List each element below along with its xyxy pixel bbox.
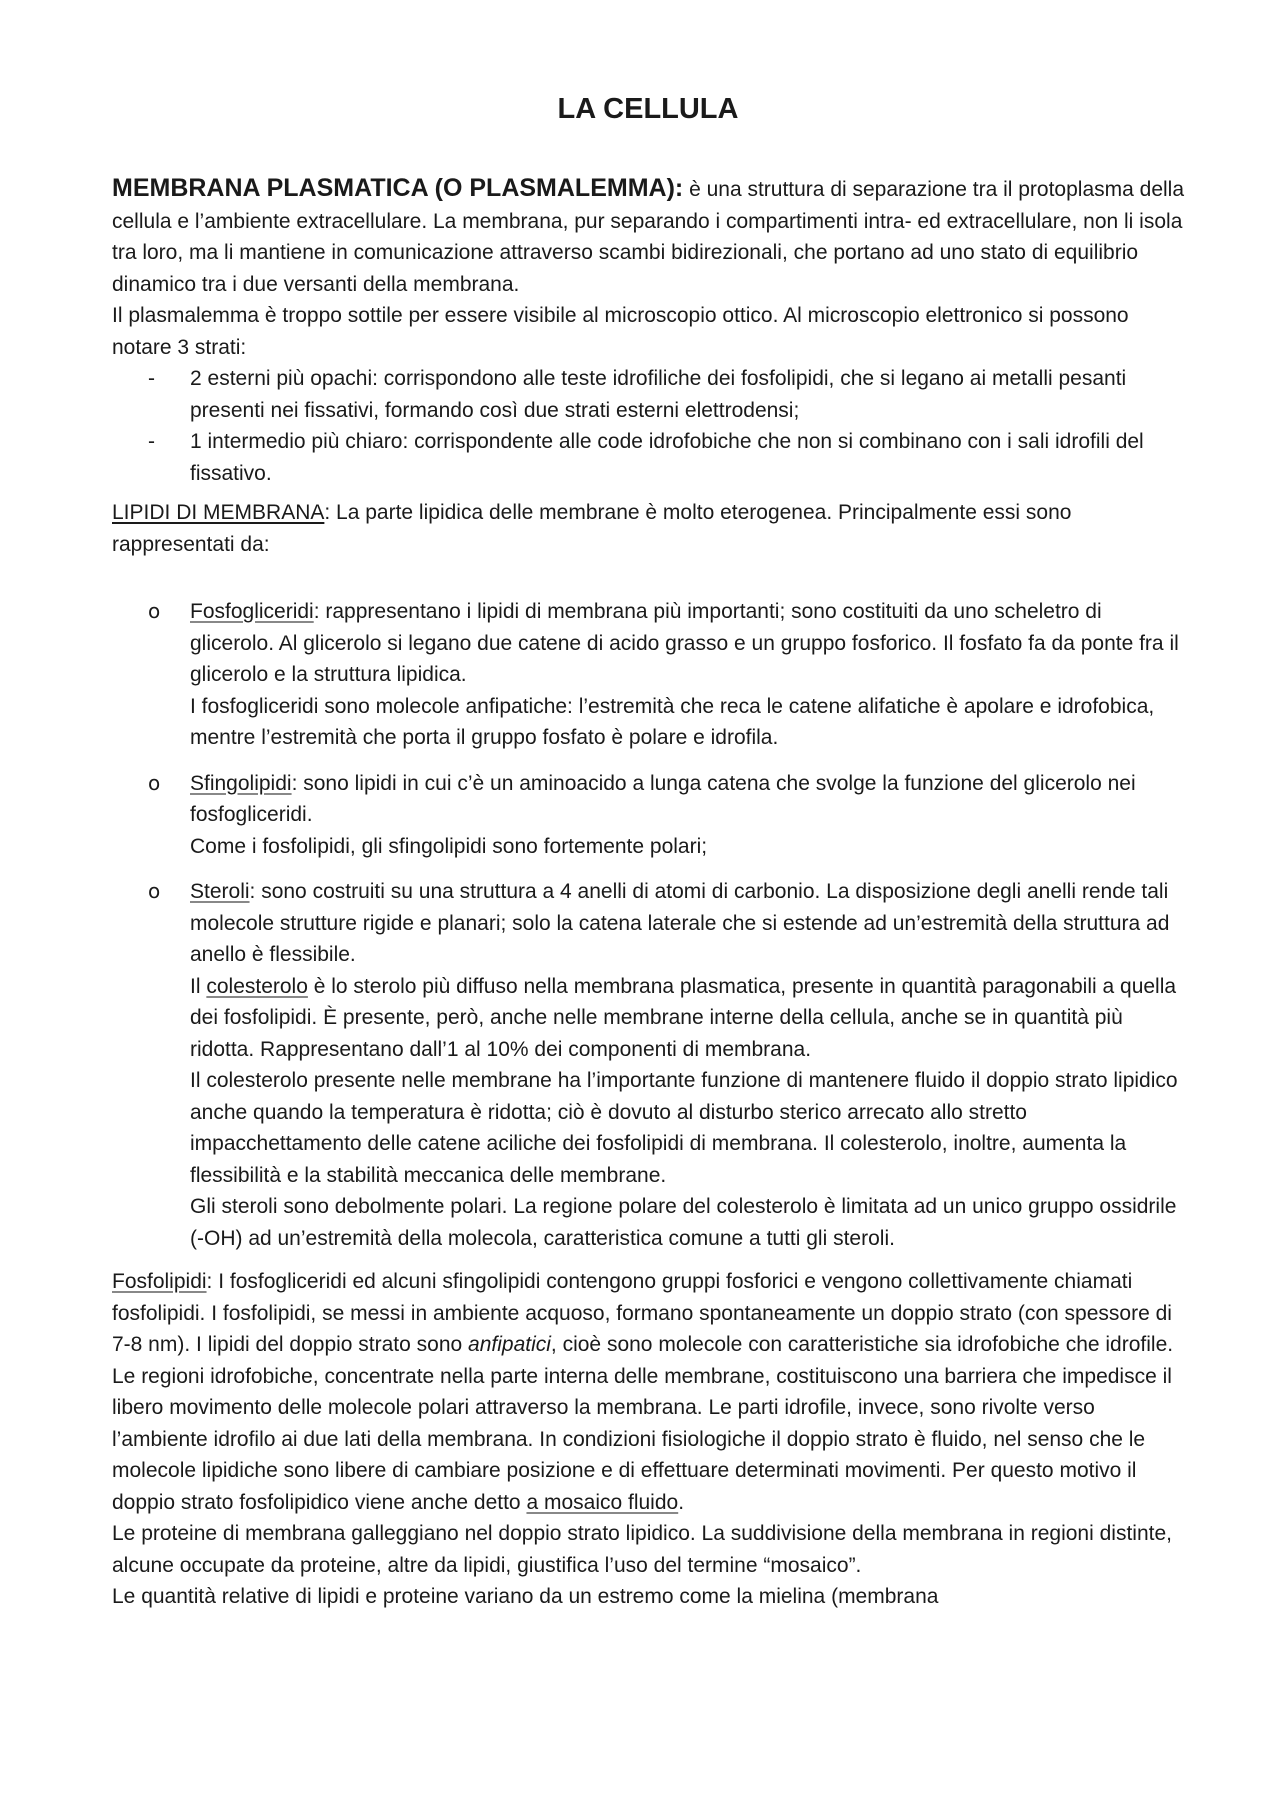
list-item: [112, 426, 1184, 489]
list-item-text: 1 intermedio più chiaro: corrispondente alle code idrofobiche che non si combinano con i sali idrofili del fissativo.: [190, 430, 1144, 485]
circle-bullet: o: [148, 599, 161, 623]
list-item-text: 2 esterni più opachi: corrispondono alle teste idrofiliche dei fosfolipidi, che si legano ai metalli pesanti presenti nei fissativi, formando così due strati esterni elettrodensi;: [190, 367, 1127, 422]
list-item-text: : sono lipidi in cui c’è un aminoacido a lunga catena che svolge la funzione del glicerolo nei fosfogliceridi.: [190, 771, 1136, 826]
term-sfingolipidi: Sfingolipidi: [190, 771, 292, 795]
lipidi-list: [112, 596, 1184, 1254]
term-mosaico-fluido: a mosaico fluido: [526, 1490, 679, 1514]
lipidi-intro: : La parte lipidica delle membrane è molto eterogenea. Principalmente essi sono rappresentati da:: [112, 501, 1072, 556]
term-colesterolo: colesterolo: [206, 974, 308, 998]
list-item-text: I fosfogliceridi sono molecole anfipatiche: l’estremità che reca le catene alifatiche è apolare e idrofobica, mentre l’estremità che porta il gruppo fosfato è polare e idrofila.: [190, 694, 1155, 749]
italic-term: anfipatici: [468, 1333, 551, 1356]
fosfolipidi-paragraph-2: Le proteine di membrana galleggiano nel doppio strato lipidico. La suddivisione della membrana in regioni distinte, alcune occupate da proteine, altre da lipidi, giustifica l’uso del termine “mosaico”.: [112, 1522, 1172, 1577]
term-steroli: Steroli: [190, 880, 250, 903]
membrana-paragraph: [112, 173, 1184, 300]
circle-bullet: o: [148, 770, 161, 795]
membrana-intro: è una struttura di separazione tra il protoplasma della cellula e l’ambiente extracellulare. La membrana, pur separando i compartimenti intra- ed extracellulare, non li isola tra loro, ma li mantiene in comunicazione attraverso scambi bidirezionali, che portano ad uno stato di equilibrio dinamico tra i due versanti della membrana.: [112, 178, 1185, 296]
fosfolipidi-paragraph-3: Le quantità relative di lipidi e proteine variano da un estremo come la mielina (membrana: [112, 1585, 939, 1608]
list-item-text: : sono costruiti su una struttura a 4 anelli di atomi di carbonio. La disposizione degli anelli rende tali molecole strutture rigide e planari; solo la catena laterale che si estende ad un’estremità della struttura ad anello è flessibile.: [190, 880, 1170, 966]
list-item-text: Il colesterolo presente nelle membrane ha l’importante funzione di mantenere fluido il doppio strato lipidico anche quando la temperatura è ridotta; ciò è dovuto al disturbo sterico arrecato allo stretto impacchettamento delle catene aciliche dei fosfolipidi di membrana. Il colesterolo, inoltre, aumenta la flessibilità e la stabilità meccanica delle membrane.: [190, 1069, 1178, 1187]
term-fosfogliceridi: Fosfogliceridi: [190, 600, 314, 623]
fosfolipidi-paragraph: Fosfolipidi: I fosfogliceridi ed alcuni sfingolipidi contengono gruppi fosforici e vengono collettivamente chiamati fosfolipidi. I fosfolipidi, se messi in ambiente acquoso, formano spontaneamente un doppio strato (con spessore di 7-8 nm). I lipidi del doppio strato sono anfipatici, cioè sono molecole con caratteristiche sia idrofobiche che idrofile. Le regioni idrofobiche, concentrate nella parte interna delle membrane, costituiscono una barriera che impedisce il libero movimento delle molecole polari attraverso la membrana. Le parti idrofile, invece, sono rivolte verso l’ambiente idrofilo ai due lati della membrana. In condizioni fisiologiche il doppio strato è fluido, nel senso che le molecole lipidiche sono libere di cambiare posizione e di effettuare determinati movimenti. Per questo motivo il doppio strato fosfolipidico viene anche detto a mosaico fluido.: [112, 1270, 1174, 1514]
list-item: [112, 363, 1184, 426]
circle-bullet: o: [148, 879, 161, 903]
strati-list: [112, 363, 1184, 489]
membrana-heading: MEMBRANA PLASMATICA (O PLASMALEMMA):: [112, 174, 684, 202]
list-item-sfingolipidi: [112, 768, 1184, 863]
list-item-fosfogliceridi: [112, 596, 1184, 754]
lipidi-paragraph: [112, 497, 1184, 560]
term-fosfolipidi: Fosfolipidi: [112, 1270, 207, 1293]
page-title: LA CELLULA: [557, 93, 739, 125]
lipidi-heading: LIPIDI DI MEMBRANA: [112, 501, 325, 524]
dash-bullet: -: [148, 430, 155, 453]
list-item-steroli: o Steroli: sono costruiti su una struttura a 4 anelli di atomi di carbonio. La disposizione degli anelli rende tali molecole strutture rigide e planari; solo la catena laterale che si estende ad un’estremità della struttura ad anello è flessibile. Il colesterolo è lo sterolo più diffuso nella membrana plasmatica, presente in quantità paragonabili a quella dei fosfolipidi. È presente, però, anche nelle membrane interne della cellula, anche se in quantità più ridotta. Rappresentano dall’1 al 10% dei componenti di membrana. Il colesterolo presente nelle membrane ha l’importante funzione di mantenere fluido il doppio strato lipidico anche quando la temperatura è ridotta; ciò è dovuto al disturbo sterico arrecato allo stretto impacchettamento delle catene aciliche dei fosfolipidi di membrana. Il colesterolo, inoltre, aumenta la flessibilità e la stabilità meccanica delle membrane. Gli steroli sono debolmente polari. La regione polare del colesterolo è limitata ad un unico gruppo ossidrile (-OH) ad un’estremità della molecola, caratteristica comune a tutti gli steroli.: [112, 876, 1184, 1254]
list-item-text: è lo sterolo più diffuso nella membrana plasmatica, presente in quantità paragonabili a quella dei fosfolipidi. È presente, però, anche nelle membrane interne della cellula, anche se in quantità più ridotta. Rappresentano dall’1 al 10% dei componenti di membrana.: [190, 974, 1177, 1061]
dash-bullet: -: [148, 367, 155, 390]
list-item-text: Come i fosfolipidi, gli sfingolipidi sono fortemente polari;: [190, 834, 708, 858]
list-item-text: : rappresentano i lipidi di membrana più importanti; sono costituiti da uno scheletro di glicerolo. Al glicerolo si legano due catene di acido grasso e un gruppo fosforico. Il fosfato fa da ponte fra il glicerolo e la struttura lipidica.: [190, 600, 1179, 686]
membrana-paragraph-2: Il plasmalemma è troppo sottile per essere visibile al microscopio ottico. Al microscopio elettronico si possono notare 3 strati:: [112, 304, 1129, 359]
list-item-text: Gli steroli sono debolmente polari. La regione polare del colesterolo è limitata ad un unico gruppo ossidrile (-OH) ad un’estremità della molecola, caratteristica comune a tutti gli steroli.: [190, 1195, 1177, 1250]
document-body: [112, 173, 1184, 1613]
